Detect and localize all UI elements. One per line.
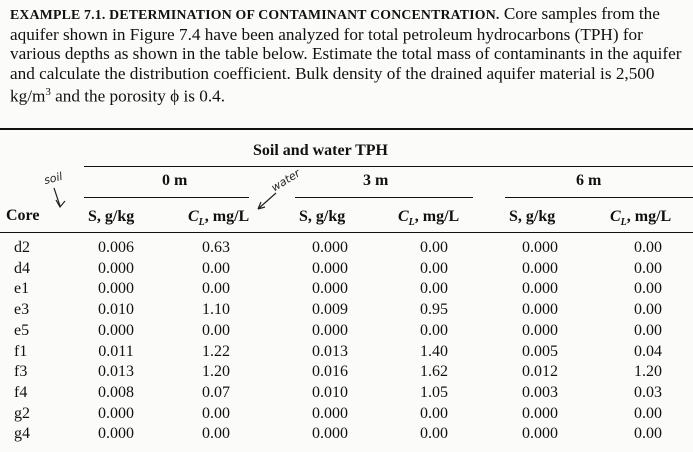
soil-annotation: soil bbox=[42, 169, 64, 188]
cl-value-cell: 0.00 bbox=[634, 301, 662, 319]
water-arrow-icon bbox=[252, 191, 280, 219]
cl-subscript: L bbox=[408, 217, 415, 229]
s-value-cell: 0.000 bbox=[98, 280, 134, 298]
cl-unit: , mg/L bbox=[626, 208, 672, 225]
cl-header-6m bbox=[610, 208, 671, 228]
cl-value-cell: 0.00 bbox=[202, 321, 230, 339]
cl-symbol: C bbox=[188, 208, 199, 225]
cl-value-cell: 0.00 bbox=[420, 280, 448, 298]
core-cell: f1 bbox=[14, 342, 28, 360]
s-value-cell: 0.000 bbox=[312, 425, 348, 443]
cl-value-cell: 1.40 bbox=[420, 342, 448, 360]
cl-symbol: C bbox=[398, 208, 409, 225]
cl-subscript: L bbox=[198, 217, 205, 229]
core-cell: d4 bbox=[14, 259, 30, 277]
cl-value-cell: 0.00 bbox=[420, 425, 448, 443]
cl-value-cell: 0.63 bbox=[202, 239, 230, 256]
core-cell: f4 bbox=[14, 383, 28, 401]
table-caption: Soil and water TPH bbox=[253, 142, 388, 159]
depth-rule-3m bbox=[295, 197, 473, 198]
cl-value-cell: 0.00 bbox=[634, 239, 662, 256]
cl-unit: , mg/L bbox=[204, 208, 250, 225]
superscript-3: 3 bbox=[45, 86, 51, 99]
s-value-cell: 0.000 bbox=[522, 425, 558, 443]
s-value-cell: 0.003 bbox=[522, 383, 558, 401]
s-value-cell: 0.009 bbox=[312, 301, 348, 319]
cl-value-cell: 1.22 bbox=[202, 342, 230, 360]
s-value-cell: 0.000 bbox=[98, 404, 134, 422]
cl-value-cell: 1.20 bbox=[634, 363, 662, 381]
depth-header-0m: 0 m bbox=[162, 172, 188, 189]
example-paragraph bbox=[10, 4, 686, 107]
soil-arrow-icon bbox=[50, 186, 70, 212]
header-bottom-rule bbox=[0, 232, 693, 233]
caption-rule bbox=[84, 166, 693, 167]
s-value-cell: 0.000 bbox=[312, 259, 348, 277]
s-value-cell: 0.000 bbox=[522, 259, 558, 277]
s-value-cell: 0.012 bbox=[522, 363, 558, 381]
core-cell: g2 bbox=[14, 404, 30, 422]
s-value-cell: 0.000 bbox=[522, 404, 558, 422]
water-annotation: water bbox=[268, 166, 303, 195]
s-value-cell: 0.013 bbox=[312, 342, 348, 360]
cl-value-cell: 0.00 bbox=[202, 404, 230, 422]
s-value-cell: 0.000 bbox=[98, 425, 134, 443]
core-column-header: Core bbox=[6, 207, 40, 224]
s-value-cell: 0.000 bbox=[312, 280, 348, 298]
core-cell: e5 bbox=[14, 321, 30, 339]
example-title: EXAMPLE 7.1. DETERMINATION OF CONTAMINANT CONCENTRATION. bbox=[10, 7, 500, 22]
s-value-cell: 0.010 bbox=[312, 383, 348, 401]
s-header-3m: S, g/kg bbox=[299, 208, 346, 225]
cl-value-cell: 0.04 bbox=[634, 342, 662, 360]
s-value-cell: 0.000 bbox=[312, 404, 348, 422]
example-body-1: Core samples from the aquifer shown in Figure 7.4 have been analyzed for total petroleum hydrocarbons (TPH) for various depths as shown in the table below. Estimate the total mass of contaminants in the aquifer and calculate the distribution coefficient. Bulk density of the drained aquifer material is 2,500 kg/m bbox=[10, 4, 682, 107]
cl-value-cell: 0.00 bbox=[202, 280, 230, 298]
cl-value-cell: 1.20 bbox=[202, 363, 230, 381]
cl-value-cell: 0.00 bbox=[420, 239, 448, 256]
cl-value-cell: 1.05 bbox=[420, 383, 448, 401]
s-value-cell: 0.011 bbox=[98, 342, 134, 360]
example-body-2: and the porosity ϕ is 0.4. bbox=[50, 87, 226, 107]
s-value-cell: 0.010 bbox=[98, 301, 134, 319]
cl-value-cell: 0.00 bbox=[202, 425, 230, 443]
s-value-cell: 0.016 bbox=[312, 363, 348, 381]
depth-header-3m: 3 m bbox=[363, 172, 389, 189]
core-cell: f3 bbox=[14, 363, 28, 381]
cl-value-cell: 0.00 bbox=[634, 404, 662, 422]
s-value-cell: 0.006 bbox=[98, 239, 134, 256]
core-cell: g4 bbox=[14, 425, 30, 443]
cl-value-cell: 1.10 bbox=[202, 301, 230, 319]
s-value-cell: 0.008 bbox=[98, 383, 134, 401]
cl-value-cell: 0.00 bbox=[634, 280, 662, 298]
s-value-cell: 0.013 bbox=[98, 363, 134, 381]
s-value-cell: 0.005 bbox=[522, 342, 558, 360]
s-value-cell: 0.000 bbox=[312, 321, 348, 339]
cl-header-3m bbox=[398, 208, 459, 228]
s-value-cell: 0.000 bbox=[98, 259, 134, 277]
cl-value-cell: 0.07 bbox=[202, 383, 230, 401]
core-cell: d2 bbox=[14, 239, 30, 256]
core-cell: e1 bbox=[14, 280, 30, 298]
cl-unit: , mg/L bbox=[414, 208, 460, 225]
cl-value-cell: 1.62 bbox=[420, 363, 448, 381]
table-top-rule bbox=[0, 128, 693, 130]
s-value-cell: 0.000 bbox=[522, 239, 558, 256]
cl-value-cell: 0.00 bbox=[420, 321, 448, 339]
s-value-cell: 0.000 bbox=[522, 301, 558, 319]
cl-value-cell: 0.00 bbox=[634, 425, 662, 443]
depth-rule-6m bbox=[505, 197, 693, 198]
depth-rule-0m bbox=[84, 197, 249, 198]
s-header-0m: S, g/kg bbox=[88, 208, 135, 225]
cl-header-0m bbox=[188, 208, 249, 228]
s-value-cell: 0.000 bbox=[522, 321, 558, 339]
cl-symbol: C bbox=[610, 208, 621, 225]
core-cell: e3 bbox=[14, 301, 30, 319]
s-value-cell: 0.000 bbox=[312, 239, 348, 256]
s-header-6m: S, g/kg bbox=[509, 208, 556, 225]
cl-subscript: L bbox=[620, 217, 627, 229]
cl-value-cell: 0.00 bbox=[420, 404, 448, 422]
cl-value-cell: 0.03 bbox=[634, 383, 662, 401]
s-value-cell: 0.000 bbox=[98, 321, 134, 339]
s-value-cell: 0.000 bbox=[522, 280, 558, 298]
cl-value-cell: 0.00 bbox=[420, 259, 448, 277]
cl-value-cell: 0.00 bbox=[634, 321, 662, 339]
cl-value-cell: 0.95 bbox=[420, 301, 448, 319]
cl-value-cell: 0.00 bbox=[202, 259, 230, 277]
cl-value-cell: 0.00 bbox=[634, 259, 662, 277]
depth-header-6m: 6 m bbox=[576, 172, 602, 189]
